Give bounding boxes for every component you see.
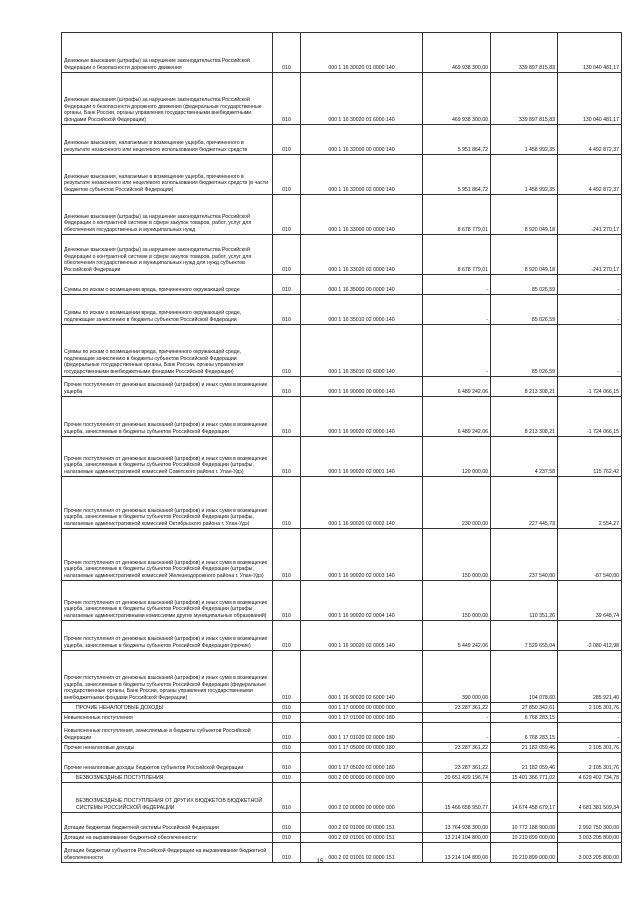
table-row — [62, 753, 622, 773]
row-approved: 13 764 938 300,00 — [423, 813, 491, 833]
row-line-code: 010 — [273, 397, 301, 437]
row-name: БЕЗВОЗМЕЗДНЫЕ ПОСТУПЛЕНИЯ ОТ ДРУГИХ БЮДЖЕТОВ БЮДЖЕТНОЙ СИСТЕМЫ РОССИЙСКОЙ ФЕДЕРАЦИИ — [62, 783, 273, 813]
row-approved: 469 938 300,00 — [423, 33, 491, 73]
row-approved: 5 951 864,72 — [423, 125, 491, 155]
row-name: Прочие поступления от денежных взысканий (штрафов) и иных сумм в возмещение ущерба, зачисляемые в бюджеты субъектов Российской Федерации (штрафы, налагаемые административной комиссией Советского района г. Улан-Удэ) — [62, 437, 273, 477]
row-approved: 150 000,00 — [423, 529, 491, 581]
row-executed: 21 182 059,46 — [491, 743, 558, 753]
table-row — [62, 773, 622, 783]
row-line-code: 010 — [273, 235, 301, 275]
row-approved: 13 214 104 800,00 — [423, 843, 491, 863]
row-approved: 390 000,00 — [423, 651, 491, 703]
table-row — [62, 833, 622, 843]
table-row — [62, 295, 622, 325]
row-name: БЕЗВОЗМЕЗДНЫЕ ПОСТУПЛЕНИЯ — [62, 773, 273, 783]
row-approved: - — [423, 713, 491, 723]
row-name: Невыясненные поступления, зачисляемые в бюджеты субъектов Российской Федерации — [62, 723, 273, 743]
table-row — [62, 651, 622, 703]
row-line-code: 010 — [273, 773, 301, 783]
row-executed: 8 213 308,21 — [491, 397, 558, 437]
row-approved: 5 951 864,72 — [423, 155, 491, 195]
report-body — [62, 33, 622, 863]
row-name: Невыясненные поступления — [62, 713, 273, 723]
table-row — [62, 477, 622, 529]
row-remainder: 39 648,74 — [558, 581, 622, 621]
row-approved: 150 000,00 — [423, 581, 491, 621]
row-line-code: 010 — [273, 529, 301, 581]
row-remainder: -1 724 066,15 — [558, 377, 622, 397]
table-row — [62, 73, 622, 125]
row-remainder: 115 762,42 — [558, 437, 622, 477]
row-remainder: 2 105 301,76 — [558, 753, 622, 773]
row-approved: 120 000,00 — [423, 437, 491, 477]
row-budget-code: 000 1 16 90020 02 0003 140 — [301, 529, 423, 581]
row-line-code: 010 — [273, 155, 301, 195]
row-budget-code: 000 1 16 32000 02 0000 140 — [301, 155, 423, 195]
row-executed: 339 897 815,83 — [491, 73, 558, 125]
row-name: Прочие поступления от денежных взысканий (штрафов) и иных сумм в возмещение ущерба, зачисляемые в бюджеты субъектов Российской Федерации (штрафы, налагаемые административными комиссиями других муниципальных образований) — [62, 581, 273, 621]
row-remainder: 285 921,40 — [558, 651, 622, 703]
row-remainder: -241 270,17 — [558, 195, 622, 235]
row-line-code: 010 — [273, 621, 301, 651]
row-budget-code: 000 1 17 01000 00 0000 180 — [301, 713, 423, 723]
row-budget-code: 000 1 16 35000 00 0000 140 — [301, 275, 423, 295]
page-number: 15 — [316, 859, 324, 865]
row-executed: 6 768 283,15 — [491, 723, 558, 743]
table-row — [62, 743, 622, 753]
row-approved: 23 287 361,22 — [423, 753, 491, 773]
row-remainder: 2 105 301,76 — [558, 743, 622, 753]
row-line-code: 010 — [273, 651, 301, 703]
row-budget-code: 000 2 02 00000 00 0000 000 — [301, 783, 423, 813]
row-line-code: 010 — [273, 195, 301, 235]
row-approved: - — [423, 275, 491, 295]
row-budget-code: 000 1 17 05020 02 0000 180 — [301, 753, 423, 773]
row-budget-code: 000 1 16 90020 02 0000 140 — [301, 397, 423, 437]
row-executed: 10 210 899 000,00 — [491, 833, 558, 843]
row-approved: - — [423, 325, 491, 377]
row-line-code: 010 — [273, 743, 301, 753]
row-budget-code: 000 1 16 35010 02 6000 140 — [301, 325, 423, 377]
row-executed: 110 351,26 — [491, 581, 558, 621]
row-budget-code: 000 1 17 01020 02 0000 180 — [301, 723, 423, 743]
row-approved: 6 489 242,06 — [423, 377, 491, 397]
row-remainder: 2 105 301,76 — [558, 703, 622, 713]
row-budget-code: 000 2 02 01001 00 0000 151 — [301, 833, 423, 843]
row-budget-code: 000 1 16 90020 02 0004 140 — [301, 581, 423, 621]
row-line-code: 010 — [273, 813, 301, 833]
row-budget-code: 000 1 16 90020 02 0002 140 — [301, 477, 423, 529]
row-line-code: 010 — [273, 125, 301, 155]
row-line-code: 010 — [273, 703, 301, 713]
table-row — [62, 813, 622, 833]
row-line-code: 010 — [273, 753, 301, 773]
row-budget-code: 000 1 16 90020 02 6000 140 — [301, 651, 423, 703]
row-executed: 8 920 049,18 — [491, 195, 558, 235]
row-remainder: 4 681 381 509,34 — [558, 783, 622, 813]
row-executed: 10 210 899 000,00 — [491, 843, 558, 863]
row-remainder: 4 629 402 734,78 — [558, 773, 622, 783]
row-remainder: 130 040 481,17 — [558, 33, 622, 73]
row-approved: - — [423, 723, 491, 743]
row-remainder: 2 554,27 — [558, 477, 622, 529]
row-line-code: 010 — [273, 581, 301, 621]
row-approved: 6 489 242,06 — [423, 397, 491, 437]
row-executed: 85 026,59 — [491, 275, 558, 295]
table-row — [62, 621, 622, 651]
row-executed: 8 920 049,18 — [491, 235, 558, 275]
row-budget-code: 000 1 16 90020 02 0005 140 — [301, 621, 423, 651]
row-executed: 21 182 059,46 — [491, 753, 558, 773]
revenue-report-table — [61, 32, 622, 863]
row-executed: 27 850 342,61 — [491, 703, 558, 713]
row-name: Прочие поступления от денежных взысканий (штрафов) и иных сумм в возмещение ущерба, зачисляемые в бюджеты субъектов Российской Федерации — [62, 397, 273, 437]
row-name: Прочие поступления от денежных взысканий (штрафов) и иных сумм в возмещение ущерба, зачисляемые в бюджеты субъектов Российской Федерации (прочие) — [62, 621, 273, 651]
row-executed: 7 529 655,04 — [491, 621, 558, 651]
row-approved: 20 651 429 196,74 — [423, 773, 491, 783]
table-row — [62, 437, 622, 477]
table-row — [62, 713, 622, 723]
row-name: Суммы по искам о возмещении вреда, причиненного окружающей среде, подлежащие зачислению в бюджеты субъектов Российской Федерации (федеральные государственные органы, Банк России, органы управления государственными внебюджетными фондами Российской Федерации) — [62, 325, 273, 377]
row-line-code: 010 — [273, 713, 301, 723]
row-remainder: -1 724 066,15 — [558, 397, 622, 437]
row-budget-code: 000 2 02 01000 00 0000 151 — [301, 813, 423, 833]
row-approved: 469 938 300,00 — [423, 73, 491, 125]
row-budget-code: 000 1 16 33020 02 0000 140 — [301, 235, 423, 275]
table-row — [62, 783, 622, 813]
row-remainder: 3 003 205 800,00 — [558, 833, 622, 843]
row-name: Прочие неналоговые доходы — [62, 743, 273, 753]
row-name: Денежные взыскания (штрафы) за нарушение законодательства Российской Федерации о контрактной системе в сфере закупок товаров, работ, услуг для обеспечения государственных и муниципальных нужд — [62, 195, 273, 235]
row-remainder: 3 003 205 800,00 — [558, 843, 622, 863]
row-budget-code: 000 1 16 33000 00 0000 140 — [301, 195, 423, 235]
row-name: Суммы по искам о возмещении вреда, причиненного окружающей среде — [62, 275, 273, 295]
row-approved: 23 287 361,22 — [423, 703, 491, 713]
row-name: Дотации бюджетам бюджетной системы Российской Федерации — [62, 813, 273, 833]
row-line-code: 010 — [273, 843, 301, 863]
row-executed: 85 026,59 — [491, 325, 558, 377]
row-approved: 23 287 361,22 — [423, 743, 491, 753]
row-name: Дотации на выравнивание бюджетной обеспеченности — [62, 833, 273, 843]
row-remainder: - — [558, 275, 622, 295]
row-remainder: - — [558, 713, 622, 723]
row-remainder: - — [558, 325, 622, 377]
row-name: Денежные взыскания, налагаемые в возмещение ущерба, причиненного в результате незаконного или нецелевого использования бюджетных средств — [62, 125, 273, 155]
row-line-code: 010 — [273, 377, 301, 397]
row-name: Дотации бюджетам субъектов Российской Федерации на выравнивание бюджетной обеспеченности — [62, 843, 273, 863]
row-budget-code: 000 2 00 00000 00 0000 000 — [301, 773, 423, 783]
row-approved: 13 214 104 800,00 — [423, 833, 491, 843]
row-name: Прочие неналоговые доходы бюджетов субъектов Российской Федерации — [62, 753, 273, 773]
table-row — [62, 581, 622, 621]
row-executed: 104 078,60 — [491, 651, 558, 703]
row-approved: 15 466 658 950,77 — [423, 783, 491, 813]
row-budget-code: 000 1 16 30020 01 6000 140 — [301, 73, 423, 125]
row-executed: 237 540,00 — [491, 529, 558, 581]
row-executed: 6 768 283,15 — [491, 713, 558, 723]
row-executed: 10 772 188 900,00 — [491, 813, 558, 833]
row-line-code: 010 — [273, 783, 301, 813]
row-executed: 4 237,58 — [491, 437, 558, 477]
row-line-code: 010 — [273, 833, 301, 843]
row-line-code: 010 — [273, 33, 301, 73]
row-remainder: - — [558, 295, 622, 325]
row-name: Прочие поступления от денежных взысканий (штрафов) и иных сумм в возмещение ущерба, зачисляемые в бюджеты субъектов Российской Федерации (штрафы, налагаемые административной комиссией Октябрьского района г. Улан-Удэ) — [62, 477, 273, 529]
row-name: Денежные взыскания (штрафы) за нарушение законодательства Российской Федерации о безопасности дорожного движения — [62, 33, 273, 73]
row-budget-code: 000 1 16 32000 00 0000 140 — [301, 125, 423, 155]
row-name: ПРОЧИЕ НЕНАЛОГОВЫЕ ДОХОДЫ — [62, 703, 273, 713]
row-remainder: -2 080 412,98 — [558, 621, 622, 651]
row-name: Прочие поступления от денежных взысканий (штрафов) и иных сумм в возмещение ущерба — [62, 377, 273, 397]
row-executed: 85 026,59 — [491, 295, 558, 325]
row-name: Прочие поступления от денежных взысканий (штрафов) и иных сумм в возмещение ущерба, зачисляемые в бюджеты субъектов Российской Федерации (штрафы, налагаемые административной комиссией Железнодорожного района г. Улан-Удэ) — [62, 529, 273, 581]
row-line-code: 010 — [273, 477, 301, 529]
row-remainder: -87 540,00 — [558, 529, 622, 581]
row-name: Денежные взыскания, налагаемые в возмещение ущерба, причиненного в результате незаконного или нецелевого использования бюджетных средств (в части бюджетов субъектов Российской Федерации) — [62, 155, 273, 195]
row-remainder: -241 270,17 — [558, 235, 622, 275]
table-row — [62, 155, 622, 195]
row-budget-code: 000 1 16 90000 00 0000 140 — [301, 377, 423, 397]
row-budget-code: 000 1 16 35010 02 0000 140 — [301, 295, 423, 325]
row-approved: - — [423, 295, 491, 325]
table-row — [62, 397, 622, 437]
row-name: Денежные взыскания (штрафы) за нарушение законодательства Российской Федерации о контрактной системе в сфере закупок товаров, работ, услуг для обеспечения государственных и муниципальных нужд для нужд субъектов Российской Федерации — [62, 235, 273, 275]
row-budget-code: 000 1 17 00000 00 0000 000 — [301, 703, 423, 713]
row-remainder: 2 992 750 300,00 — [558, 813, 622, 833]
row-executed: 15 401 366 771,02 — [491, 773, 558, 783]
row-executed: 1 458 992,35 — [491, 155, 558, 195]
row-budget-code: 000 2 02 01001 02 0000 151 — [301, 843, 423, 863]
table-row — [62, 33, 622, 73]
table-row — [62, 529, 622, 581]
table-row — [62, 325, 622, 377]
row-line-code: 010 — [273, 295, 301, 325]
row-budget-code: 000 1 17 05000 00 0000 180 — [301, 743, 423, 753]
row-remainder: 4 492 872,37 — [558, 155, 622, 195]
row-line-code: 010 — [273, 275, 301, 295]
row-line-code: 010 — [273, 437, 301, 477]
row-remainder: 4 492 872,37 — [558, 125, 622, 155]
row-approved: 5 449 242,06 — [423, 621, 491, 651]
row-name: Денежные взыскания (штрафы) за нарушение законодательства Российской Федерации о безопасности дорожного движения (федеральные государственные органы, Банк России, органы управления государственными внебюджетными фондами Российской Федерации) — [62, 73, 273, 125]
row-remainder: - — [558, 723, 622, 743]
table-row — [62, 125, 622, 155]
row-name: Суммы по искам о возмещении вреда, причиненного окружающей среде, подлежащие зачислению в бюджеты субъектов Российской Федерации — [62, 295, 273, 325]
row-line-code: 010 — [273, 723, 301, 743]
table-row — [62, 723, 622, 743]
row-executed: 339 897 815,83 — [491, 33, 558, 73]
row-budget-code: 000 1 16 30020 01 0000 140 — [301, 33, 423, 73]
table-row — [62, 703, 622, 713]
table-row — [62, 377, 622, 397]
row-name: Прочие поступления от денежных взысканий (штрафов) и иных сумм в возмещение ущерба, зачисляемые в бюджеты субъектов Российской Федерации (федеральные государственные органы, Банк России, органы управления государственными внебюджетными фондами Российской Федерации) — [62, 651, 273, 703]
row-line-code: 010 — [273, 325, 301, 377]
row-executed: 1 458 992,35 — [491, 125, 558, 155]
table-row — [62, 235, 622, 275]
row-executed: 227 445,73 — [491, 477, 558, 529]
table-row — [62, 275, 622, 295]
row-executed: 14 674 458 679,17 — [491, 783, 558, 813]
row-executed: 8 213 308,21 — [491, 377, 558, 397]
row-approved: 8 678 779,01 — [423, 195, 491, 235]
row-remainder: 130 040 481,17 — [558, 73, 622, 125]
row-budget-code: 000 1 16 90020 02 0001 140 — [301, 437, 423, 477]
row-approved: 8 678 779,01 — [423, 235, 491, 275]
row-line-code: 010 — [273, 73, 301, 125]
table-row — [62, 195, 622, 235]
row-approved: 230 000,00 — [423, 477, 491, 529]
